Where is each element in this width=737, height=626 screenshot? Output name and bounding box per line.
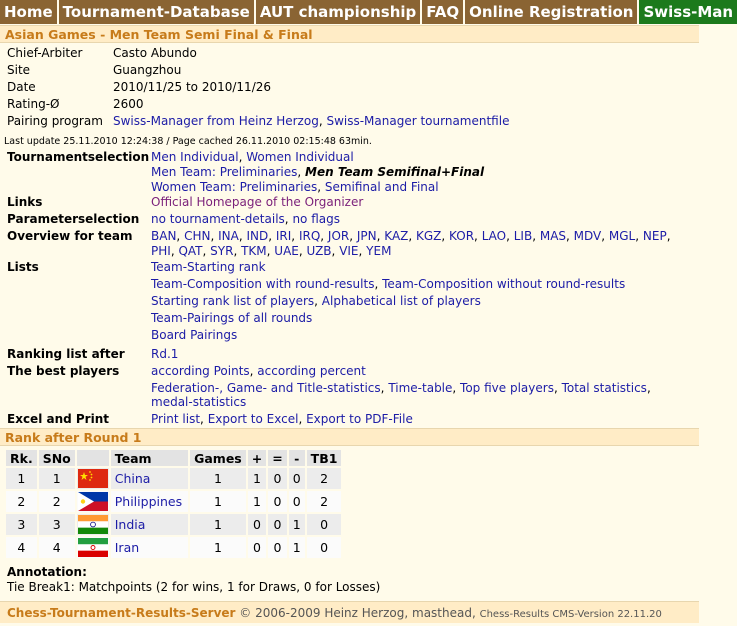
team-composition-with-link[interactable]: Team-Composition with round-results	[151, 277, 375, 291]
top-five-players-link[interactable]: Top five players	[460, 381, 554, 395]
cell-sno: 4	[39, 537, 75, 558]
top-navigation	[0, 0, 734, 24]
team-code-link[interactable]: KAZ	[384, 229, 409, 243]
cell-draws: 0	[268, 491, 286, 512]
table-row	[6, 491, 341, 512]
lists-links: Team-Starting rank Team-Composition with round-results, Team-Composition without round-results Starting rank list of players, Alphabetical list of players Team-Pairings of all rounds Board Pairings	[151, 260, 626, 342]
cell-rank: 2	[6, 491, 37, 512]
medal-statistics-link[interactable]: medal-statistics	[151, 395, 247, 409]
team-code-link[interactable]: BAN	[151, 229, 177, 243]
team-composition-without-link[interactable]: Team-Composition without round-results	[382, 277, 626, 291]
cell-games: 1	[190, 468, 246, 489]
time-table-link[interactable]: Time-table	[388, 381, 453, 395]
cell-flag	[77, 537, 109, 558]
cell-draws: 0	[268, 514, 286, 535]
cell-tb1: 0	[307, 537, 342, 558]
team-code-link[interactable]: TKM	[241, 244, 267, 258]
footer	[0, 601, 699, 623]
team-code-link[interactable]: VIE	[339, 244, 359, 258]
official-homepage-link[interactable]: Official Homepage of the Organizer	[151, 195, 364, 209]
team-code-link[interactable]: IRI	[275, 229, 292, 243]
footer-cms-version: Chess-Results CMS-Version 22.11.20	[479, 609, 662, 620]
team-code-link[interactable]: KOR	[449, 229, 475, 243]
export-pdf-link[interactable]: Export to PDF-File	[306, 412, 413, 426]
export-excel-link[interactable]: Export to Excel	[207, 412, 299, 426]
team-code-link[interactable]: UZB	[306, 244, 332, 258]
info-label: Chief-Arbiter	[7, 46, 83, 60]
cell-draws: 0	[268, 468, 286, 489]
cell-tb1: 0	[307, 514, 342, 535]
cell-games: 1	[190, 514, 246, 535]
pairing-links: Swiss-Manager from Heinz Herzog, Swiss-Manager tournamentfile	[113, 114, 510, 128]
info-value: Guangzhou	[113, 63, 182, 77]
india-flag-icon	[78, 515, 108, 534]
link-men-team-preliminaries[interactable]: Men Team: Preliminaries	[151, 165, 298, 179]
cell-losses: 0	[289, 468, 305, 489]
china-flag-icon	[78, 469, 108, 488]
total-statistics-link[interactable]: Total statistics	[561, 381, 647, 395]
best-players-links: according Points, according percent Federation-, Game- and Title-statistics, Time-table, Top five players, Total statistics, medal-statistics	[151, 364, 651, 409]
link-semifinal-final[interactable]: Semifinal and Final	[324, 180, 439, 194]
team-link[interactable]: Iran	[114, 540, 140, 555]
cell-sno: 2	[39, 491, 75, 512]
table-row	[6, 514, 341, 535]
team-code-link[interactable]: KGZ	[416, 229, 442, 243]
col-team: Team	[111, 450, 188, 466]
cell-losses: 0	[289, 491, 305, 512]
info-label: Site	[7, 63, 31, 77]
info-label: Rating-Ø	[7, 97, 60, 111]
nav-tournament-database[interactable]: Tournament-Database	[59, 0, 256, 24]
row-label: The best players	[7, 364, 120, 378]
team-code-link[interactable]: JPN	[356, 229, 377, 243]
info-label: Pairing program	[7, 114, 103, 128]
cell-losses: 1	[289, 537, 305, 558]
row-label: Links	[7, 195, 43, 209]
team-code-link[interactable]: MDV	[573, 229, 602, 243]
team-code-link[interactable]: IND	[246, 229, 269, 243]
col-rank: Rk.	[6, 450, 37, 466]
col-flag	[77, 450, 109, 466]
swiss-manager-tournamentfile-link[interactable]: Swiss-Manager tournamentfile	[326, 114, 510, 128]
annotation-heading: Annotation:	[7, 565, 87, 579]
cell-flag	[77, 491, 109, 512]
cell-team	[111, 514, 188, 535]
cell-rank: 4	[6, 537, 37, 558]
cell-rank: 1	[6, 468, 37, 489]
col-tb1: TB1	[307, 450, 342, 466]
team-code-link[interactable]: UAE	[274, 244, 299, 258]
row-label: Overview for team	[7, 229, 133, 243]
swiss-manager-link[interactable]: Swiss-Manager from Heinz Herzog	[113, 114, 319, 128]
team-code-link[interactable]: MAS	[539, 229, 567, 243]
according-points-link[interactable]: according Points	[151, 364, 250, 378]
row-label: Parameterselection	[7, 212, 140, 226]
round-1-link[interactable]: Rd.1	[151, 347, 179, 361]
starting-rank-players-link[interactable]: Starting rank list of players	[151, 294, 315, 308]
team-pairings-link[interactable]: Team-Pairings of all rounds	[151, 311, 313, 325]
nav-online-registration[interactable]: Online Registration	[465, 0, 639, 24]
nav-home[interactable]: Home	[0, 0, 59, 24]
according-percent-link[interactable]: according percent	[257, 364, 366, 378]
iran-flag-icon	[78, 538, 108, 557]
info-label: Date	[7, 80, 36, 94]
info-value: 2010/11/25 to 2010/11/26	[113, 80, 272, 94]
cell-games: 1	[190, 537, 246, 558]
link-women-individual[interactable]: Women Individual	[246, 150, 354, 164]
team-code-link[interactable]: IRQ	[298, 229, 321, 243]
cell-team	[111, 537, 188, 558]
current-selection: Men Team Semifinal+Final	[305, 165, 485, 179]
table-header-row	[6, 450, 341, 466]
federation-stats-link[interactable]: Federation-, Game- and Title-statistics	[151, 381, 381, 395]
col-draws: =	[268, 450, 286, 466]
team-code-link[interactable]: QAT	[178, 244, 203, 258]
no-tournament-details-link[interactable]: no tournament-details	[151, 212, 285, 226]
last-update-text: Last update 25.11.2010 12:24:38 / Page cached 26.11.2010 02:15:48 63min.	[4, 136, 372, 147]
footer-brand-link[interactable]: Chess-Tournament-Results-Server	[7, 606, 236, 620]
board-pairings-link[interactable]: Board Pairings	[151, 328, 238, 342]
cell-wins: 0	[248, 537, 266, 558]
cell-games: 1	[190, 491, 246, 512]
rank-section-title: Rank after Round 1	[0, 428, 699, 446]
team-link[interactable]: China	[114, 471, 151, 486]
cell-wins: 0	[248, 514, 266, 535]
philippines-flag-icon	[78, 492, 108, 511]
cell-wins: 1	[248, 491, 266, 512]
team-link[interactable]: India	[114, 517, 146, 532]
cell-draws: 0	[268, 537, 286, 558]
cell-losses: 1	[289, 514, 305, 535]
team-code-link[interactable]: LAO	[481, 229, 507, 243]
table-row	[6, 468, 341, 489]
alphabetical-players-link[interactable]: Alphabetical list of players	[321, 294, 481, 308]
info-value: Casto Abundo	[113, 46, 197, 60]
team-code-links: BAN, CHN, INA, IND, IRI, IRQ, JOR, JPN, KAZ, KGZ, KOR, LAO, LIB, MAS, MDV, MGL, NEP, PHI, QAT, SYR, TKM, UAE, UZB, VIE, YEM	[151, 229, 671, 258]
row-label: Excel and Print	[7, 412, 109, 426]
nav-faq[interactable]: FAQ	[422, 0, 465, 24]
col-sno: SNo	[39, 450, 75, 466]
tie-break-note: Tie Break1: Matchpoints (2 for wins, 1 for Draws, 0 for Losses)	[7, 580, 381, 594]
no-flags-link[interactable]: no flags	[292, 212, 340, 226]
row-label: Ranking list after	[7, 347, 125, 361]
info-value: 2600	[113, 97, 144, 111]
team-code-link[interactable]: YEM	[366, 244, 392, 258]
rank-table	[4, 448, 343, 560]
footer-copyright: © 2006-2009 Heinz Herzog, masthead,	[239, 606, 476, 620]
cell-flag	[77, 468, 109, 489]
cell-sno: 1	[39, 468, 75, 489]
row-label: Lists	[7, 260, 39, 274]
link-men-individual[interactable]: Men Individual	[151, 150, 239, 164]
tournament-selection-links: Men Individual, Women Individual Men Team: Preliminaries, Men Team Semifinal+Final Women Team: Preliminaries, Semifinal and Final	[151, 150, 485, 194]
team-code-link[interactable]: CHN	[184, 229, 211, 243]
nav-aut-championship[interactable]: AUT championship	[256, 0, 422, 24]
link-women-team-preliminaries[interactable]: Women Team: Preliminaries	[151, 180, 318, 194]
col-games: Games	[190, 450, 246, 466]
page-title: Asian Games - Men Team Semi Final & Final	[0, 25, 699, 43]
cell-tb1: 2	[307, 491, 342, 512]
col-losses: -	[289, 450, 305, 466]
col-wins: +	[248, 450, 266, 466]
team-code-link[interactable]: LIB	[513, 229, 533, 243]
table-row	[6, 537, 341, 558]
cell-flag	[77, 514, 109, 535]
row-label: Tournamentselection	[7, 150, 150, 164]
team-code-link[interactable]: NEP	[642, 229, 667, 243]
cell-wins: 1	[248, 468, 266, 489]
team-code-link[interactable]: JOR	[327, 229, 350, 243]
team-starting-rank-link[interactable]: Team-Starting rank	[151, 260, 266, 274]
print-list-link[interactable]: Print list	[151, 412, 201, 426]
team-link[interactable]: Philippines	[114, 494, 183, 509]
cell-team	[111, 468, 188, 489]
team-code-link[interactable]: INA	[218, 229, 239, 243]
nav-swiss-manager[interactable]: Swiss-Man	[639, 0, 737, 24]
cell-team	[111, 491, 188, 512]
cell-sno: 3	[39, 514, 75, 535]
team-code-link[interactable]: SYR	[210, 244, 234, 258]
team-code-link[interactable]: PHI	[151, 244, 171, 258]
cell-tb1: 2	[307, 468, 342, 489]
team-code-link[interactable]: MGL	[608, 229, 636, 243]
cell-rank: 3	[6, 514, 37, 535]
